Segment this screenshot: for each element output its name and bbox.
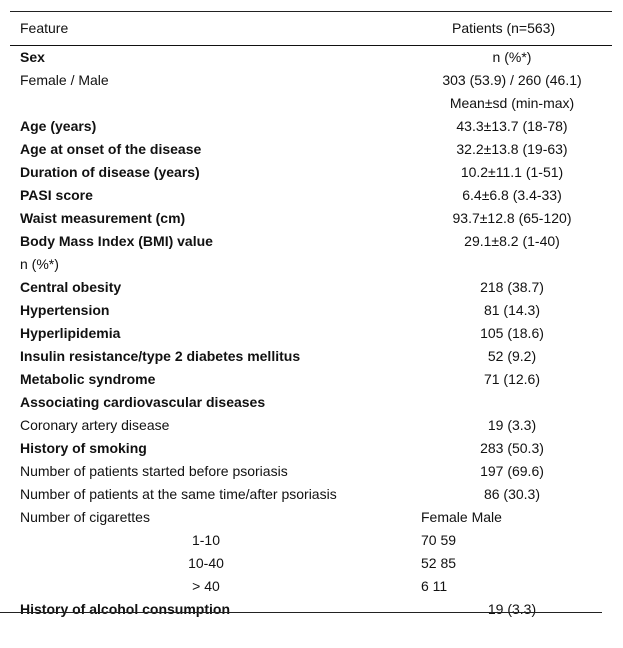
row-feature-label: History of smoking (20, 440, 147, 456)
row-patients-value: 303 (53.9) / 260 (46.1) (442, 72, 582, 88)
row-patients-value: n (%*) (492, 49, 532, 65)
row-patients-value: 6.4±6.8 (3.4-33) (462, 187, 562, 203)
row-feature-label: Duration of disease (years) (20, 164, 200, 180)
row-patients-value: 6 11 (421, 578, 448, 594)
row-feature-label: Insulin resistance/type 2 diabetes mellitus (20, 348, 301, 364)
row-feature-label: Age at onset of the disease (20, 141, 202, 157)
row-feature-label: Number of patients started before psoriasis (20, 463, 288, 479)
table-row (10, 253, 612, 276)
row-patients-value: 283 (50.3) (480, 440, 544, 456)
row-feature-label: Associating cardiovascular diseases (20, 394, 266, 410)
row-patients-value: 93.7±12.8 (65-120) (452, 210, 572, 226)
row-patients-value: 197 (69.6) (480, 463, 544, 479)
table-row (10, 115, 612, 138)
row-feature-label: Age (years) (20, 118, 97, 134)
header-patients: Patients (n=563) (452, 20, 556, 36)
table-row (10, 184, 612, 207)
row-patients-value: 86 (30.3) (483, 486, 541, 502)
table-row (10, 276, 612, 299)
row-feature-label: Body Mass Index (BMI) value (20, 233, 213, 249)
row-patients-value: Mean±sd (min-max) (449, 95, 575, 111)
row-feature-label: > 40 (192, 578, 220, 594)
row-feature-label: Sex (20, 49, 45, 65)
table-row (10, 460, 612, 483)
row-feature-label: Waist measurement (cm) (20, 210, 186, 226)
row-patients-value: 52 (9.2) (487, 348, 537, 364)
table-row (10, 506, 612, 529)
row-patients-value: 32.2±13.8 (19-63) (456, 141, 568, 157)
table-row (10, 345, 612, 368)
table-row (10, 437, 612, 460)
row-patients-value: 52 85 (421, 555, 457, 571)
table-row (10, 138, 612, 161)
row-patients-value: 29.1±8.2 (1-40) (464, 233, 560, 249)
table-row (10, 483, 612, 506)
row-feature-label: Number of cigarettes (20, 509, 150, 525)
row-feature-label: Hypertension (20, 302, 110, 318)
table-row (10, 161, 612, 184)
row-patients-value: 81 (14.3) (483, 302, 541, 318)
table-row (10, 529, 612, 552)
row-patients-value: 19 (3.3) (487, 601, 537, 617)
table-row (10, 299, 612, 322)
row-feature-label: Metabolic syndrome (20, 371, 156, 387)
row-feature-label: n (%*) (20, 256, 59, 272)
row-feature-label: Central obesity (20, 279, 122, 295)
table-row (10, 391, 612, 414)
row-patients-value: 105 (18.6) (480, 325, 544, 341)
row-feature-label: Hyperlipidemia (20, 325, 121, 341)
row-patients-value: Female Male (421, 509, 502, 525)
table-row (10, 46, 612, 69)
row-feature-label: History of alcohol consumption (20, 601, 231, 617)
row-feature-label: PASI score (20, 187, 93, 203)
row-patients-value: 70 59 (421, 532, 457, 548)
table-row (10, 598, 612, 621)
table-header (10, 12, 612, 46)
table-row (10, 92, 612, 115)
table-body (10, 46, 612, 621)
table-row (10, 69, 612, 92)
table-bottom-rule (0, 612, 602, 613)
row-patients-value: 10.2±11.1 (1-51) (460, 164, 564, 180)
table-row (10, 322, 612, 345)
table-row (10, 552, 612, 575)
row-feature-label: Female / Male (20, 72, 109, 88)
row-patients-value: 19 (3.3) (487, 417, 537, 433)
header-feature: Feature (20, 20, 69, 36)
table-row (10, 207, 612, 230)
row-patients-value: 43.3±13.7 (18-78) (456, 118, 568, 134)
row-feature-label: 10-40 (188, 555, 224, 571)
row-feature-label: Number of patients at the same time/after psoriasis (20, 486, 337, 502)
row-patients-value: 218 (38.7) (480, 279, 544, 295)
row-feature-label: 1-10 (191, 532, 221, 548)
patient-characteristics-table (10, 11, 612, 621)
table-row (10, 230, 612, 253)
table-row (10, 575, 612, 598)
table-row (10, 368, 612, 391)
row-patients-value: 71 (12.6) (483, 371, 541, 387)
row-feature-label: Coronary artery disease (20, 417, 170, 433)
table-row (10, 414, 612, 437)
